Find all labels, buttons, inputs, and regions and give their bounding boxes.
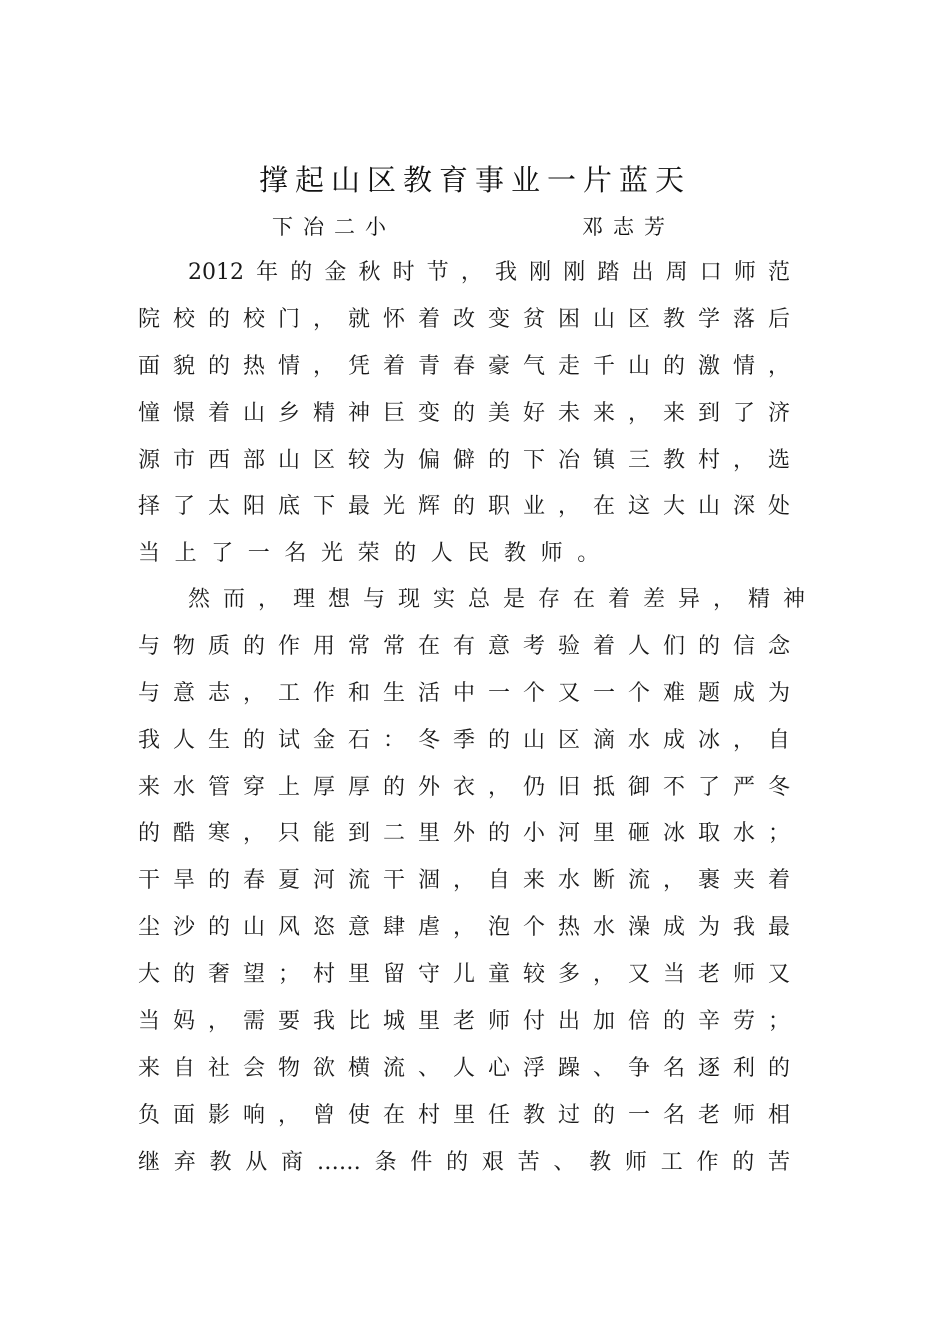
text-line: 的酷寒，只能到二里外的小河里砸冰取水； — [138, 821, 790, 846]
school-name: 下冶二小 — [272, 215, 396, 239]
text-line: 干旱的春夏河流干涸，自来水断流，裹夹着 — [138, 868, 790, 893]
text-line: 与物质的作用常常在有意考验着人们的信念 — [138, 634, 790, 659]
text-line: 负面影响，曾使在村里任教过的一名老师相 — [138, 1103, 790, 1128]
text-line: 憧憬着山乡精神巨变的美好未来，来到了济 — [138, 401, 790, 426]
text-line: 继弃教从商……条件的艰苦、教师工作的苦 — [138, 1150, 790, 1175]
text-line: 当妈，需要我比城里老师付出加倍的辛劳； — [138, 1009, 790, 1034]
text-line: 院校的校门，就怀着改变贫困山区教学落后 — [138, 307, 790, 332]
text-line: 来水管穿上厚厚的外衣，仍旧抵御不了严冬 — [138, 775, 790, 800]
text-line: 大的奢望；村里留守儿童较多，又当老师又 — [138, 962, 790, 987]
text-line: 尘沙的山风恣意肆虐，泡个热水澡成为我最 — [138, 915, 790, 940]
author-name: 邓志芳 — [582, 215, 675, 239]
text-line: 来自社会物欲横流、人心浮躁、争名逐利的 — [138, 1056, 790, 1081]
text-line: 我人生的试金石：冬季的山区滴水成冰，自 — [138, 728, 790, 753]
text-line: 然而，理想与现实总是存在着差异，精神 — [188, 587, 805, 612]
article-title: 撑起山区教育事业一片蓝天 — [258, 163, 691, 197]
text-line: 源市西部山区较为偏僻的下冶镇三教村，选 — [138, 448, 790, 473]
text-line: 当上了一名光荣的人民教师。 — [138, 541, 614, 566]
text-line: 面貌的热情，凭着青春豪气走千山的激情， — [138, 354, 790, 379]
text-line: 择了太阳底下最光辉的职业，在这大山深处 — [138, 494, 790, 519]
text-line: 与意志，工作和生活中一个又一个难题成为 — [138, 681, 790, 706]
text-line: 2012年的金秋时节，我刚刚踏出周口师范 — [188, 260, 790, 285]
